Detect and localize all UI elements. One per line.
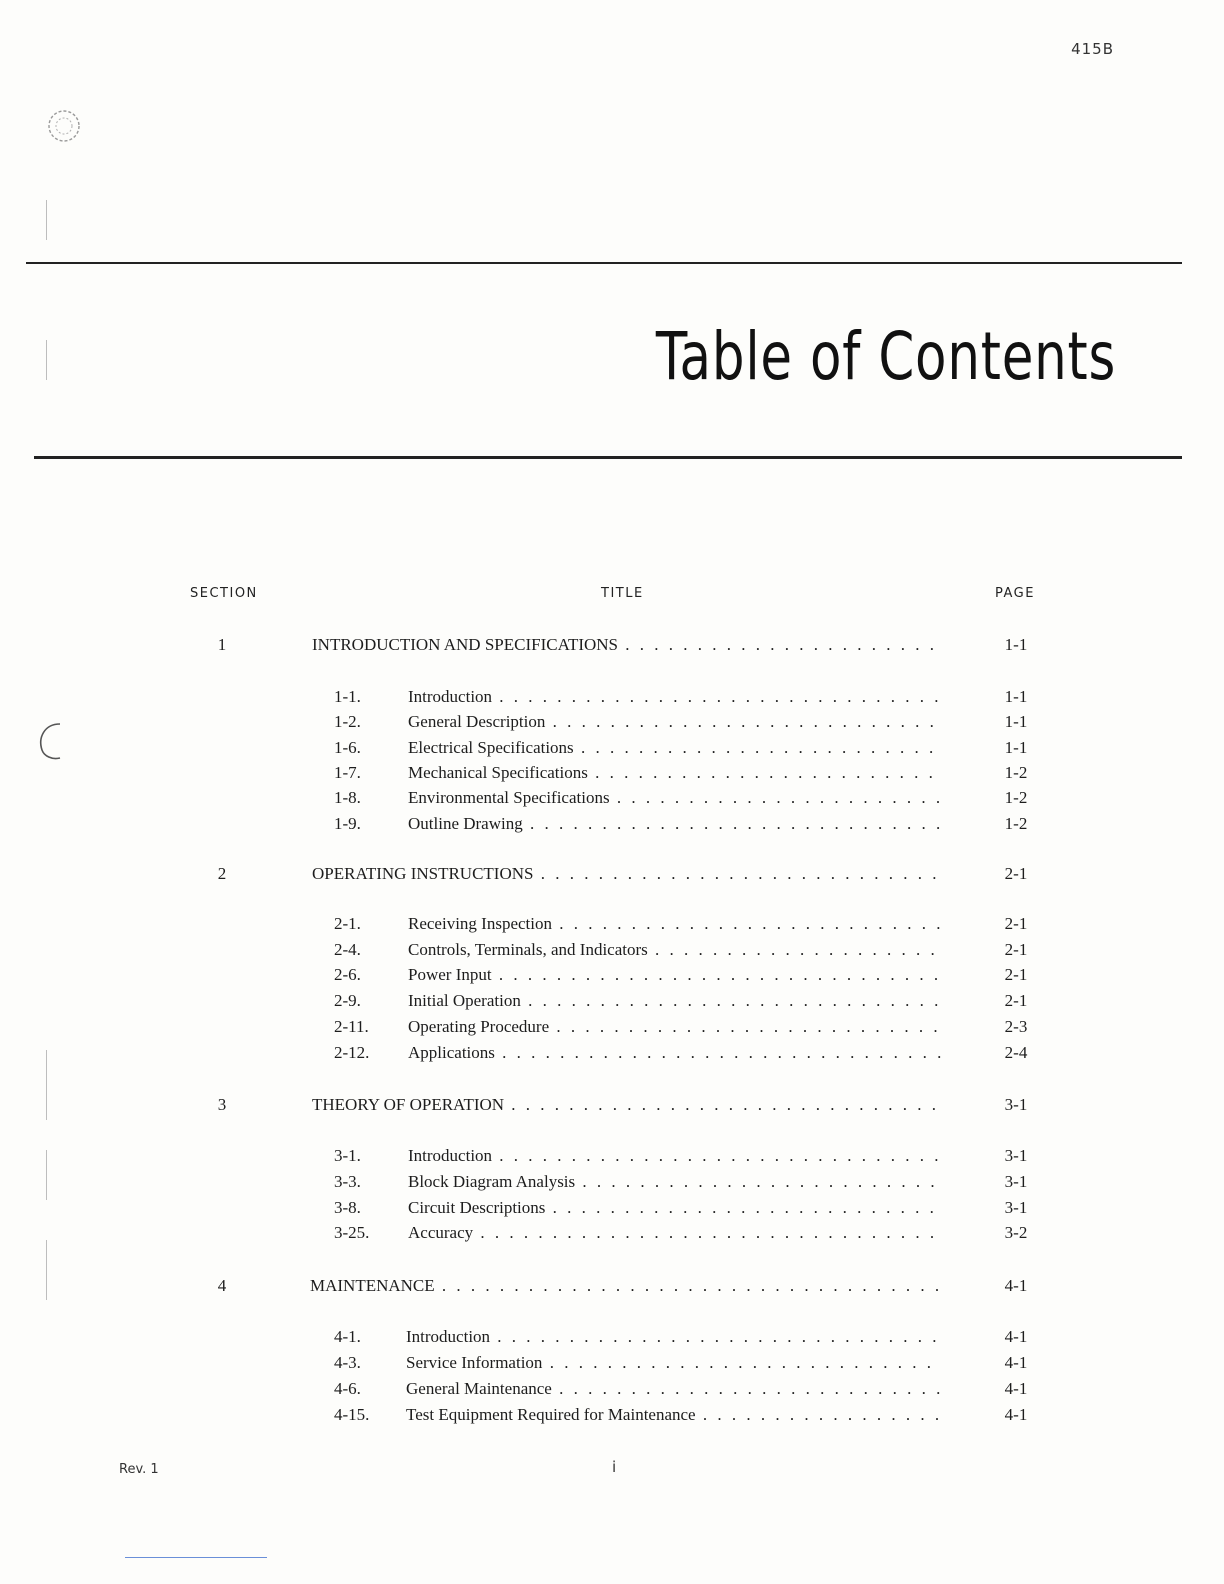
entry-number: 3-25.: [334, 1223, 370, 1242]
entry-title[interactable]: Controls, Terminals, and Indicators . . .: [408, 940, 944, 960]
hp-logo-icon: [44, 106, 86, 146]
entry-title[interactable]: Introduction . . .: [408, 1146, 944, 1166]
section-title[interactable]: MAINTENANCE . . .: [310, 1276, 942, 1296]
entry-page: 4-1: [1004, 1379, 1028, 1398]
entry-page: 1-1: [1004, 687, 1028, 706]
entry-title[interactable]: General Maintenance . . .: [406, 1379, 942, 1399]
binding-mark: [46, 340, 47, 380]
page-model-number: 415B: [1071, 40, 1114, 58]
binding-mark: [46, 1240, 47, 1300]
column-header-title: TITLE: [601, 586, 644, 601]
entry-title[interactable]: Mechanical Specifications . . .: [408, 763, 944, 783]
entry-title[interactable]: Circuit Descriptions . . .: [408, 1198, 944, 1218]
column-header-page: PAGE: [995, 586, 1035, 601]
margin-mark-icon: [30, 718, 80, 768]
entry-number: 3-8.: [334, 1198, 361, 1217]
entry-number: 4-15.: [334, 1405, 370, 1424]
entry-page: 2-1: [1004, 991, 1028, 1010]
section-title[interactable]: OPERATING INSTRUCTIONS . . .: [312, 864, 944, 884]
entry-number: 2-11.: [334, 1017, 369, 1036]
entry-number: 2-6.: [334, 965, 361, 984]
entry-title[interactable]: Power Input . . .: [408, 965, 944, 985]
entry-page: 3-1: [1004, 1146, 1028, 1165]
entry-number: 1-2.: [334, 712, 361, 731]
binding-mark: [46, 1150, 47, 1200]
entry-title[interactable]: Electrical Specifications . . .: [408, 738, 944, 758]
entry-page: 3-1: [1004, 1172, 1028, 1191]
entry-number: 3-3.: [334, 1172, 361, 1191]
section-page: 2-1: [1004, 864, 1028, 883]
entry-page: 2-1: [1004, 940, 1028, 959]
section-number: 3: [217, 1095, 227, 1114]
entry-title[interactable]: Introduction . . .: [406, 1327, 942, 1347]
section-page: 1-1: [1004, 635, 1028, 654]
entry-number: 1-1.: [334, 687, 361, 706]
entry-page: 1-2: [1004, 814, 1028, 833]
section-title[interactable]: THEORY OF OPERATION . . .: [312, 1095, 944, 1115]
entry-title[interactable]: Introduction . . .: [408, 687, 944, 707]
section-page: 3-1: [1004, 1095, 1028, 1114]
entry-title[interactable]: Outline Drawing . . .: [408, 814, 944, 834]
entry-number: 1-6.: [334, 738, 361, 757]
entry-page: 1-1: [1004, 712, 1028, 731]
entry-title[interactable]: Accuracy . . .: [408, 1223, 944, 1243]
entry-title[interactable]: Block Diagram Analysis . . .: [408, 1172, 944, 1192]
entry-number: 2-9.: [334, 991, 361, 1010]
page-title: Table of Contents: [655, 318, 1116, 395]
entry-page: 1-2: [1004, 788, 1028, 807]
entry-page: 4-1: [1004, 1405, 1028, 1424]
entry-title[interactable]: Service Information . . .: [406, 1353, 942, 1373]
entry-title[interactable]: Test Equipment Required for Maintenance . . .: [406, 1405, 942, 1425]
entry-title[interactable]: General Description . . .: [408, 712, 944, 732]
entry-number: 1-8.: [334, 788, 361, 807]
entry-number: 4-6.: [334, 1379, 361, 1398]
entry-number: 3-1.: [334, 1146, 361, 1165]
entry-number: 4-1.: [334, 1327, 361, 1346]
entry-page: 4-1: [1004, 1327, 1028, 1346]
entry-number: 2-12.: [334, 1043, 370, 1062]
entry-title[interactable]: Applications . . .: [408, 1043, 944, 1063]
page-number: i: [612, 1458, 617, 1476]
entry-page: 4-1: [1004, 1353, 1028, 1372]
bottom-rule: [34, 456, 1182, 459]
section-number: 1: [217, 635, 227, 654]
section-number: 2: [217, 864, 227, 883]
entry-page: 2-3: [1004, 1017, 1028, 1036]
entry-page: 3-1: [1004, 1198, 1028, 1217]
footer-link-underline: [125, 1557, 267, 1558]
entry-number: 2-4.: [334, 940, 361, 959]
binding-mark: [46, 1050, 47, 1120]
revision-label: Rev. 1: [119, 1462, 159, 1477]
top-rule: [26, 262, 1182, 264]
entry-title[interactable]: Initial Operation . . .: [408, 991, 944, 1011]
entry-number: 4-3.: [334, 1353, 361, 1372]
entry-title[interactable]: Receiving Inspection . . .: [408, 914, 944, 934]
entry-page: 3-2: [1004, 1223, 1028, 1242]
section-number: 4: [217, 1276, 227, 1295]
binding-mark: [46, 200, 47, 240]
entry-page: 2-1: [1004, 914, 1028, 933]
entry-number: 1-7.: [334, 763, 361, 782]
entry-page: 1-1: [1004, 738, 1028, 757]
column-header-section: SECTION: [190, 586, 258, 601]
entry-title[interactable]: Operating Procedure . . .: [408, 1017, 944, 1037]
entry-number: 1-9.: [334, 814, 361, 833]
entry-title[interactable]: Environmental Specifications . . .: [408, 788, 944, 808]
section-page: 4-1: [1004, 1276, 1028, 1295]
entry-page: 2-4: [1004, 1043, 1028, 1062]
entry-number: 2-1.: [334, 914, 361, 933]
entry-page: 2-1: [1004, 965, 1028, 984]
entry-page: 1-2: [1004, 763, 1028, 782]
section-title[interactable]: INTRODUCTION AND SPECIFICATIONS . . .: [312, 635, 944, 655]
